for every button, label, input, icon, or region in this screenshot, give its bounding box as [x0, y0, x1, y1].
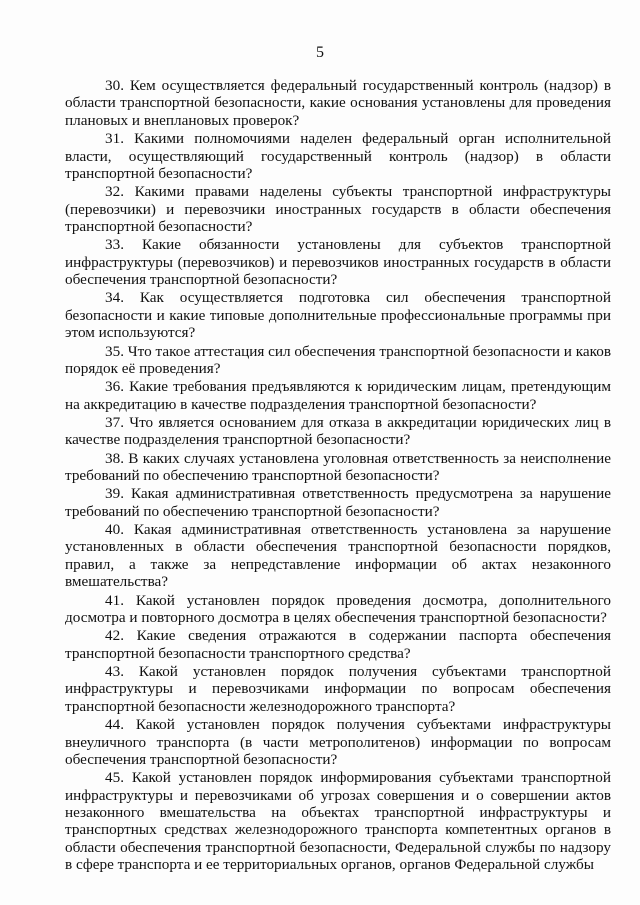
question-item: 41. Какой установлен порядок проведения досмотра, дополнительного досмотра и повторного досмотра в целях обеспечения транспортной безопасности?	[65, 591, 611, 626]
question-item: 31. Какими полномочиями наделен федеральный орган исполнительной власти, осуществляющий государственный контроль (надзор) в области транспортной безопасности?	[65, 130, 611, 182]
question-item: 45. Какой установлен порядок информирования субъектами транспортной инфраструктуры и перевозчиками об угрозах совершения и о совершении актов незаконного вмешательства на объектах транспортной инфраструктуры и транспортных средствах железнодорожного транспорта компетентных органов в области обеспечения транспортной безопасности, Федеральной службы по надзору в сфере транспорта и ее территориальных органов, органов Федеральной службы	[65, 769, 611, 874]
question-item: 44. Какой установлен порядок получения субъектами инфраструктуры внеуличного транспорта (в части метрополитенов) информации по вопросам обеспечения транспортной безопасности?	[65, 716, 611, 768]
question-item: 36. Какие требования предъявляются к юридическим лицам, претендующим на аккредитацию в качестве подразделения транспортной безопасности?	[65, 378, 611, 413]
question-item: 35. Что такое аттестация сил обеспечения транспортной безопасности и каков порядок её проведения?	[65, 342, 611, 377]
question-item: 42. Какие сведения отражаются в содержании паспорта обеспечения транспортной безопасности транспортного средства?	[65, 627, 611, 662]
question-item: 40. Какая административная ответственность установлена за нарушение установленных в области обеспечения транспортной безопасности порядков, правил, а также за непредставление информации об актах незаконного вмешательства?	[65, 521, 611, 591]
question-item: 30. Кем осуществляется федеральный государственный контроль (надзор) в области транспортной безопасности, какие основания установлены для проведения плановых и внеплановых проверок?	[65, 77, 611, 129]
question-item: 37. Что является основанием для отказа в аккредитации юридических лиц в качестве подразделения транспортной безопасности?	[65, 413, 611, 449]
question-list	[65, 77, 611, 875]
question-item: 43. Какой установлен порядок получения субъектами транспортной инфраструктуры и перевозчиками информации по вопросам обеспечения транспортной безопасности железнодорожного транспорта?	[65, 662, 611, 715]
question-item: 34. Как осуществляется подготовка сил обеспечения транспортной безопасности и какие типовые дополнительные профессиональные программы при этом используются?	[65, 289, 611, 342]
page-number: 5	[316, 44, 324, 61]
question-item: 39. Какая административная ответственность предусмотрена за нарушение требований по обеспечению транспортной безопасности?	[65, 485, 611, 520]
question-item: 32. Какими правами наделены субъекты транспортной инфраструктуры (перевозчики) и перевозчики иностранных государств в области обеспечения транспортной безопасности?	[65, 183, 611, 236]
question-item: 38. В каких случаях установлена уголовная ответственность за неисполнение требований по обеспечению транспортной безопасности?	[65, 449, 611, 485]
question-item: 33. Какие обязанности установлены для субъектов транспортной инфраструктуры (перевозчиков) и перевозчиков иностранных государств в области обеспечения транспортной безопасности?	[65, 236, 611, 289]
